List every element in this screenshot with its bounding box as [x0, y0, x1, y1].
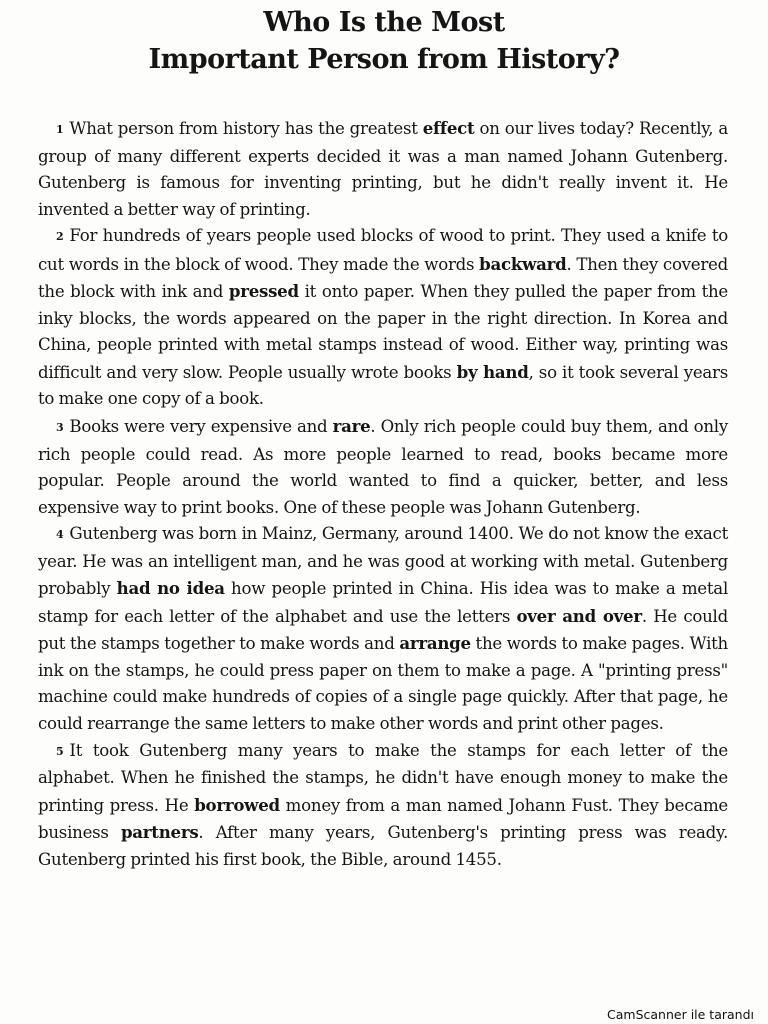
page-title	[0, 4, 768, 78]
paragraph-number: 1	[56, 123, 64, 136]
paragraph-text: the words to make pages. With ink on the stamps, he could press paper on them to make a page. A "printing press" machine could make hundreds of copies of a single page quickly. After that page, he could rearrange the same letters to make other words and print other pages.	[38, 634, 728, 734]
article-body	[38, 115, 728, 873]
paragraph-3	[38, 413, 728, 521]
paragraph-text: For hundreds of years people used blocks of wood to print. They used a knife to cut words in the block of wood. They made the words	[38, 226, 728, 274]
paragraph-text: . Only rich people could buy them, and only rich people could read. As more people learned to read, books became more popular. People around the world wanted to find a quicker, better, and less expensive way to print books. One of these people was Johann Gutenberg.	[38, 417, 728, 517]
vocabulary-term: effect	[422, 118, 475, 138]
paragraph-text: It took Gutenberg many years to make the stamps for each letter of the alphabet. When he finished the stamps, he didn't have enough money to make the printing press. He	[38, 740, 728, 815]
paragraph-1	[38, 115, 728, 223]
vocabulary-term: rare	[332, 416, 371, 437]
title-line-2: Important Person from History?	[148, 44, 620, 75]
paragraph-text: on our lives today? Recently, a group of many different experts decided it was a man named Johann Gutenberg. Gutenberg is famous for inventing printing, but he didn't really invent it. He invented a better way of printing.	[38, 119, 728, 219]
vocabulary-term: by hand	[456, 361, 529, 382]
paragraph-5	[38, 738, 728, 874]
paragraph-text: Gutenberg was born in Mainz, Germany, around 1400. We do not know the exact year. He was an intelligent man, and he was good at working with metal. Gutenberg probably	[38, 524, 728, 599]
paragraph-text: money from a man named Johann Fust. They became business	[38, 795, 728, 843]
scanner-watermark: CamScanner ile tarandı	[607, 1007, 754, 1022]
paragraph-text: . Then they covered the block with ink and	[38, 254, 728, 302]
vocabulary-term: had no idea	[116, 578, 225, 599]
paragraph-number: 2	[56, 230, 64, 244]
paragraph-number: 5	[56, 744, 64, 758]
paragraph-text: . He could put the stamps together to make words and	[38, 606, 728, 654]
title-line-1: Who Is the Most	[263, 7, 505, 38]
paragraph-text: What person from history has the greatest	[69, 119, 423, 138]
paragraph-number: 3	[56, 421, 64, 435]
paragraph-text: . After many years, Gutenberg's printing press was ready. Gutenberg printed his first book, the Bible, around 1455.	[38, 823, 728, 869]
paragraph-2	[38, 223, 728, 413]
vocabulary-term: partners	[120, 822, 199, 843]
vocabulary-term: over and over	[516, 605, 642, 626]
vocabulary-term: arrange	[399, 633, 471, 654]
paragraph-4	[38, 521, 728, 737]
paragraph-number: 4	[56, 528, 64, 542]
paragraph-text: how people printed in China. His idea was to make a metal stamp for each letter of the alphabet and use the letters	[38, 579, 729, 626]
vocabulary-term: backward	[479, 253, 567, 274]
paragraph-text: , so it took several years to make one copy of a book.	[38, 362, 728, 409]
vocabulary-term: pressed	[228, 281, 299, 302]
paragraph-text: Books were very expensive and	[69, 417, 333, 437]
paragraph-text: it onto paper. When they pulled the paper from the inky blocks, the words appeared on the paper in the right direction. In Korea and China, people printed with metal stamps instead of wood. Either way, printing was difficult and very slow. People usually wrote books	[38, 282, 729, 382]
vocabulary-term: borrowed	[194, 794, 280, 815]
